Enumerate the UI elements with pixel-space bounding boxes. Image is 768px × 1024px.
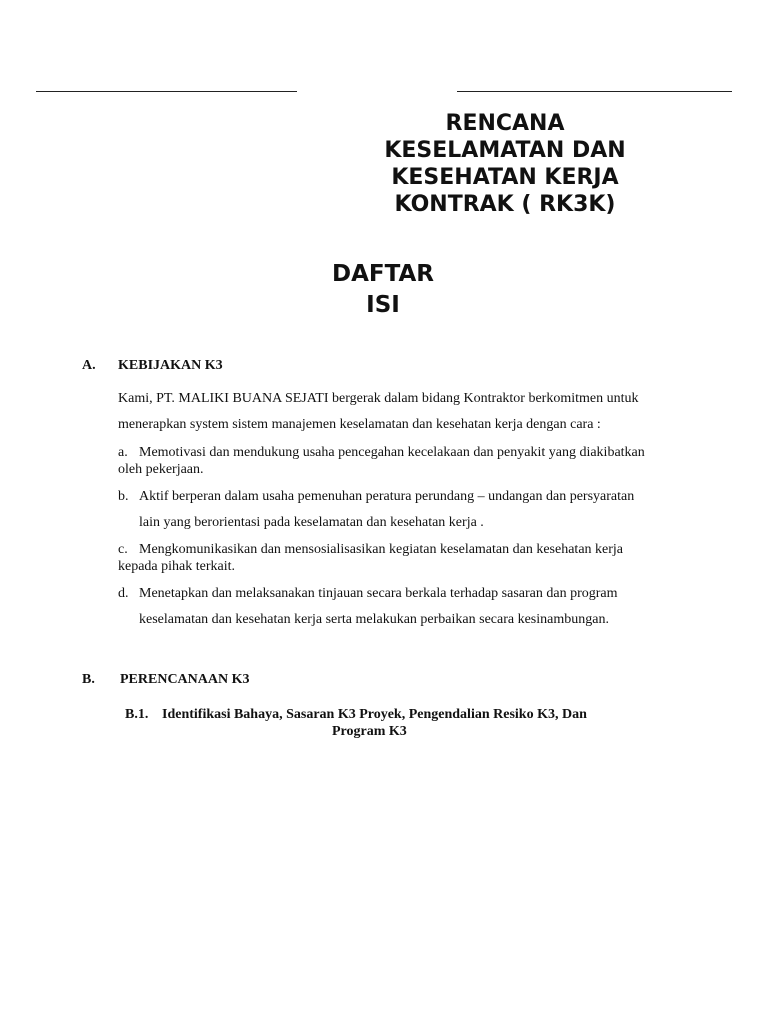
list-item-text: oleh pekerjaan.: [118, 462, 204, 477]
title-line: KONTRAK ( RK3K): [394, 192, 616, 217]
list-item-marker: b.: [118, 489, 129, 504]
section-a-letter: A.: [82, 358, 96, 373]
section-a-heading: KEBIJAKAN K3: [118, 358, 223, 373]
list-item-text: Aktif berperan dalam usaha pemenuhan peratura perundang – undangan dan persyaratan: [139, 489, 635, 504]
header-rule-left: [36, 91, 297, 92]
title-line: KESELAMATAN DAN: [384, 138, 626, 163]
section-a-intro-line: menerapkan system sistem manajemen keselamatan dan kesehatan kerja dengan cara :: [118, 417, 601, 432]
list-item-text: Mengkomunikasikan dan mensosialisasikan kegiatan keselamatan dan kesehatan kerja: [139, 542, 624, 557]
header-rule-right: [457, 91, 732, 92]
list-item-marker: d.: [118, 586, 129, 601]
list-item-text: keselamatan dan kesehatan kerja serta melakukan perbaikan secara kesinambungan.: [139, 612, 609, 627]
toc-heading-line: DAFTAR: [331, 261, 435, 287]
section-b-letter: B.: [82, 672, 95, 687]
list-item-marker: a.: [118, 445, 128, 460]
list-item-marker: c.: [118, 542, 128, 557]
list-item-text: lain yang berorientasi pada keselamatan dan kesehatan kerja .: [139, 515, 484, 530]
list-item-text: Menetapkan dan melaksanakan tinjauan secara berkala terhadap sasaran dan program: [139, 586, 618, 601]
subsection-number: B.1.: [125, 707, 149, 722]
list-item-text: Memotivasi dan mendukung usaha pencegahan kecelakaan dan penyakit yang diakibatkan: [139, 445, 645, 460]
subsection-title-line: Program K3: [332, 724, 407, 739]
section-a-intro-line: Kami, PT. MALIKI BUANA SEJATI bergerak dalam bidang Kontraktor berkomitmen untuk: [118, 391, 639, 406]
toc-heading: [318, 259, 448, 321]
title-line: KESEHATAN KERJA: [391, 165, 619, 190]
title-line: RENCANA: [445, 111, 565, 136]
toc-heading-line: ISI: [366, 292, 400, 318]
document-title: [375, 110, 635, 218]
section-b-heading: PERENCANAAN K3: [120, 672, 250, 687]
list-item-text: kepada pihak terkait.: [118, 559, 236, 574]
subsection-title-line: Identifikasi Bahaya, Sasaran K3 Proyek, Pengendalian Resiko K3, Dan: [162, 707, 587, 722]
